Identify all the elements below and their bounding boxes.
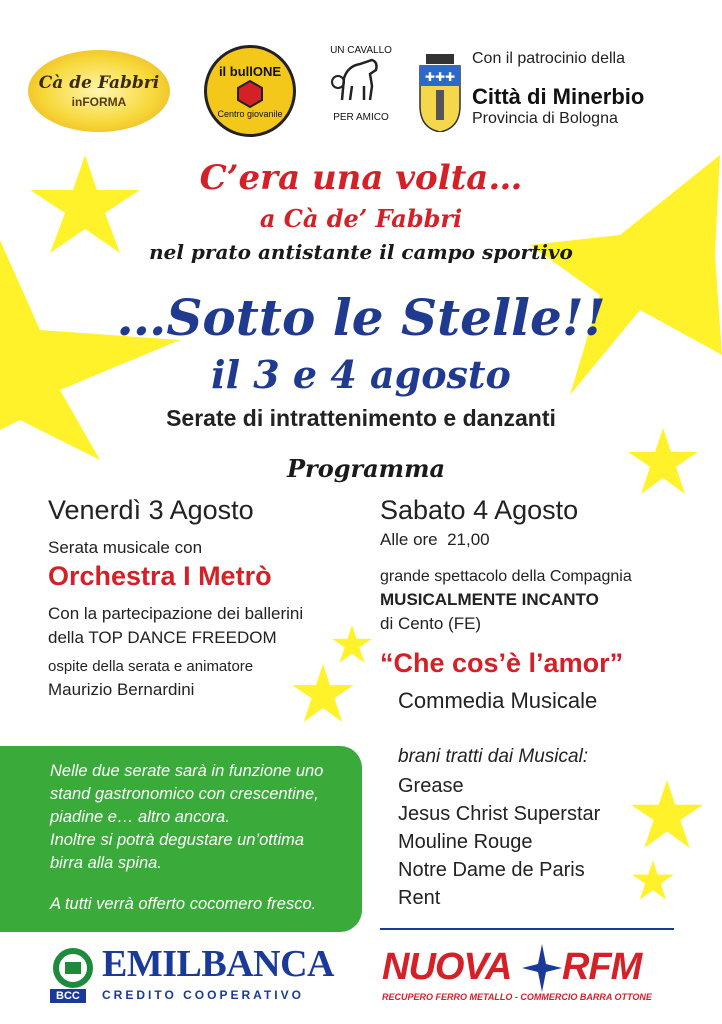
emilbanca-logo-icon — [50, 948, 96, 988]
food-line: Inoltre si potrà degustare un’ottima — [50, 831, 305, 849]
nuovarfm-name-part1: NUOVA — [382, 946, 512, 988]
headline-subtitle: Serate di intrattenimento e danzanti — [166, 405, 556, 431]
saturday-musicals-intro: brani tratti dai Musical: — [398, 746, 589, 767]
friday-guest-name: Maurizio Bernardini — [48, 680, 195, 699]
programma-title: Programma — [287, 454, 446, 483]
svg-text:✚✚✚: ✚✚✚ — [424, 70, 456, 84]
star-cross-icon — [522, 944, 562, 992]
food-info-box — [0, 746, 362, 932]
headline-line1: C’era una volta… — [199, 158, 523, 198]
patronage-city: Città di Minerbio — [472, 84, 645, 109]
nuovarfm-tagline: RECUPERO FERRO METALLO - COMMERCIO BARRA OTTONE — [382, 992, 652, 1002]
logo-cade-line2: inFORMA — [71, 95, 127, 109]
saturday-show-title: “Che cos’è l’amor” — [380, 648, 624, 678]
logo-ca-de-fabbri — [28, 50, 170, 132]
logo-cade-line1: Cà de Fabbri — [38, 73, 160, 93]
coat-of-arms-icon — [418, 54, 462, 132]
headline-line5: il 3 e 4 agosto — [211, 352, 511, 397]
saturday-show-type: Commedia Musicale — [398, 688, 598, 713]
patronage-intro: Con il patrocinio della — [472, 50, 625, 67]
patronage-province: Provincia di Bologna — [472, 110, 618, 127]
headline-line2: a Cà de’ Fabbri — [259, 204, 463, 233]
logo-cavallo-per-amico — [320, 45, 402, 135]
friday-date: Venerdì 3 Agosto — [48, 495, 254, 525]
sponsor-nuovarfm — [380, 944, 680, 1008]
nuovarfm-name-part2: RFM — [562, 946, 642, 988]
saturday-time: Alle ore 21,00 — [380, 530, 490, 549]
friday-band: Orchestra I Metrò — [48, 561, 272, 591]
list-item: Notre Dame de Paris — [398, 859, 585, 881]
star-decoration-small-center — [332, 625, 372, 663]
friday-partecipation-2: della TOP DANCE FREEDOM — [48, 628, 277, 647]
horse-icon — [320, 56, 402, 108]
friday-intro: Serata musicale con — [48, 538, 203, 557]
list-item: Rent — [398, 887, 441, 909]
headline-line4: …Sotto le Stelle!! — [116, 288, 606, 347]
logo-bullone-subtitle: Centro giovanile — [217, 108, 283, 119]
star-decoration-bottom-small — [632, 860, 674, 900]
star-decoration-center — [292, 664, 354, 722]
food-closing: A tutti verrà offerto cocomero fresco. — [50, 895, 317, 913]
star-decoration-bottom-right — [630, 780, 704, 848]
star-decoration-mid-right — [628, 428, 698, 494]
sponsor-emilbanca — [50, 942, 345, 1008]
headline-line3: nel prato antistante il campo sportivo — [149, 240, 573, 264]
logo-bullone-title: il bullONE — [218, 63, 282, 79]
emilbanca-badge: BCC — [50, 989, 86, 1003]
logo-bullone — [204, 45, 296, 137]
logo-cavallo-bottom: PER AMICO — [333, 112, 389, 123]
saturday-company-intro: grande spettacolo della Compagnia — [380, 568, 632, 585]
food-line: stand gastronomico con crescentine, — [50, 785, 319, 803]
logo-cavallo-top: UN CAVALLO — [330, 45, 392, 56]
friday-guest-label: ospite della serata e animatore — [48, 658, 254, 675]
divider — [380, 928, 674, 930]
list-item: Grease — [398, 775, 464, 797]
emilbanca-tagline: CREDITO COOPERATIVO — [102, 988, 304, 1002]
saturday-company-city: di Cento (FE) — [380, 614, 482, 633]
list-item: Jesus Christ Superstar — [398, 803, 601, 825]
food-line: piadine e… altro ancora. — [50, 808, 230, 826]
musicals-list — [398, 772, 600, 912]
saturday-date: Sabato 4 Agosto — [380, 495, 579, 525]
bolt-icon — [235, 79, 265, 109]
friday-partecipation-1: Con la partecipazione dei ballerini — [48, 604, 304, 623]
saturday-company: MUSICALMENTE INCANTO — [380, 590, 599, 609]
list-item: Mouline Rouge — [398, 831, 533, 853]
food-line: Nelle due serate sarà in funzione uno — [50, 762, 324, 780]
food-line: birra alla spina. — [50, 854, 162, 872]
emilbanca-name: EMILBANCA — [102, 943, 334, 985]
